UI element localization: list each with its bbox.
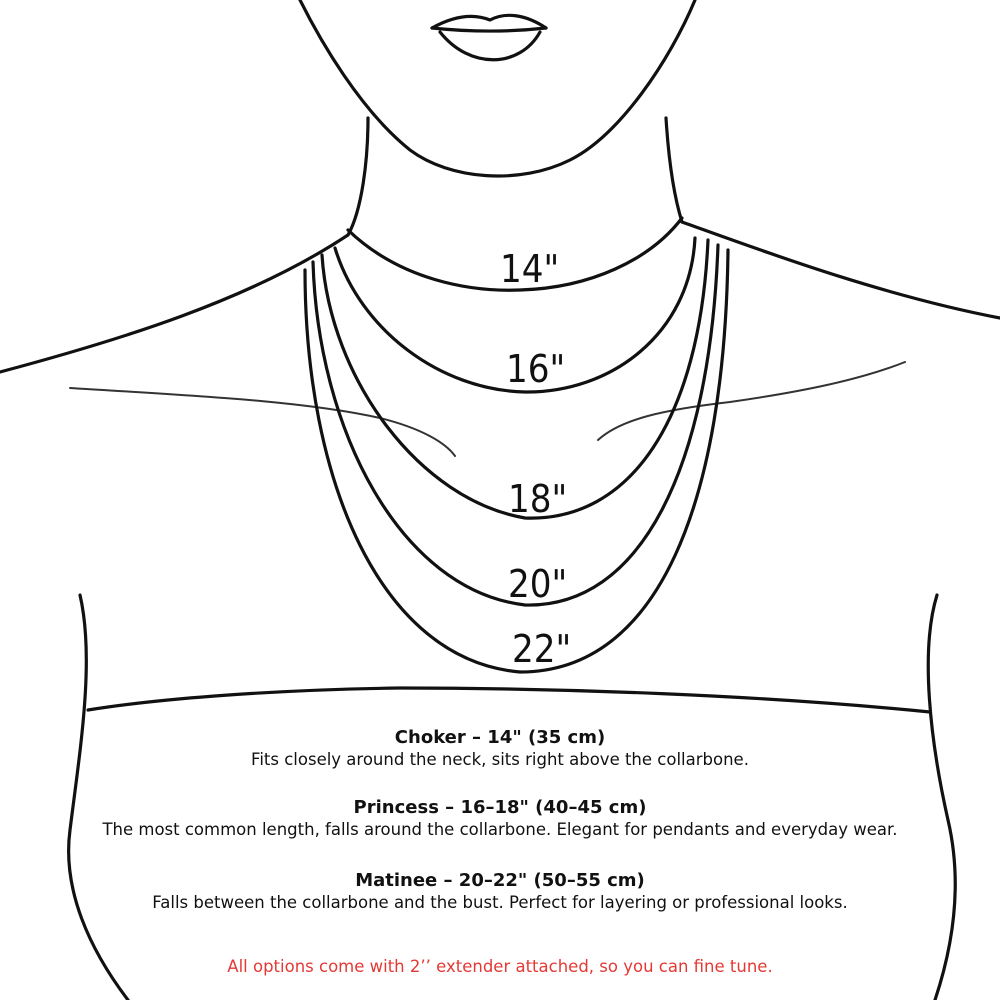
length-label-14: 14" [500,247,560,291]
caption-choker [0,727,1000,771]
necklace-20 [313,245,718,605]
caption-title: Matinee – 20–22" (50–55 cm) [355,870,645,891]
caption-description: Fits closely around the neck, sits right above the collarbone. [251,750,749,769]
caption-title: Princess – 16–18" (40–45 cm) [353,797,647,818]
neck-right [666,118,682,222]
length-label-16: 16" [506,347,566,391]
caption-matinee [0,870,1000,914]
top-neckline [88,688,930,712]
caption-title: Choker – 14" (35 cm) [394,727,606,748]
length-label-20: 20" [508,562,568,606]
face-outline [300,0,695,176]
neck-left [348,118,368,235]
shoulder-right [682,222,1000,318]
caption-princess [0,797,1000,841]
shoulder-left [0,235,348,372]
collarbone-left [70,388,455,456]
collarbone-right [598,362,905,440]
extender-note: All options come with 2’’ extender attached, so you can fine tune. [227,957,773,976]
length-label-18: 18" [508,477,568,521]
caption-description: The most common length, falls around the collarbone. Elegant for pendants and everyday wear. [102,820,898,839]
lips [432,15,546,59]
caption-description: Falls between the collarbone and the bust. Perfect for layering or professional looks. [152,893,848,912]
length-label-22: 22" [512,627,572,671]
